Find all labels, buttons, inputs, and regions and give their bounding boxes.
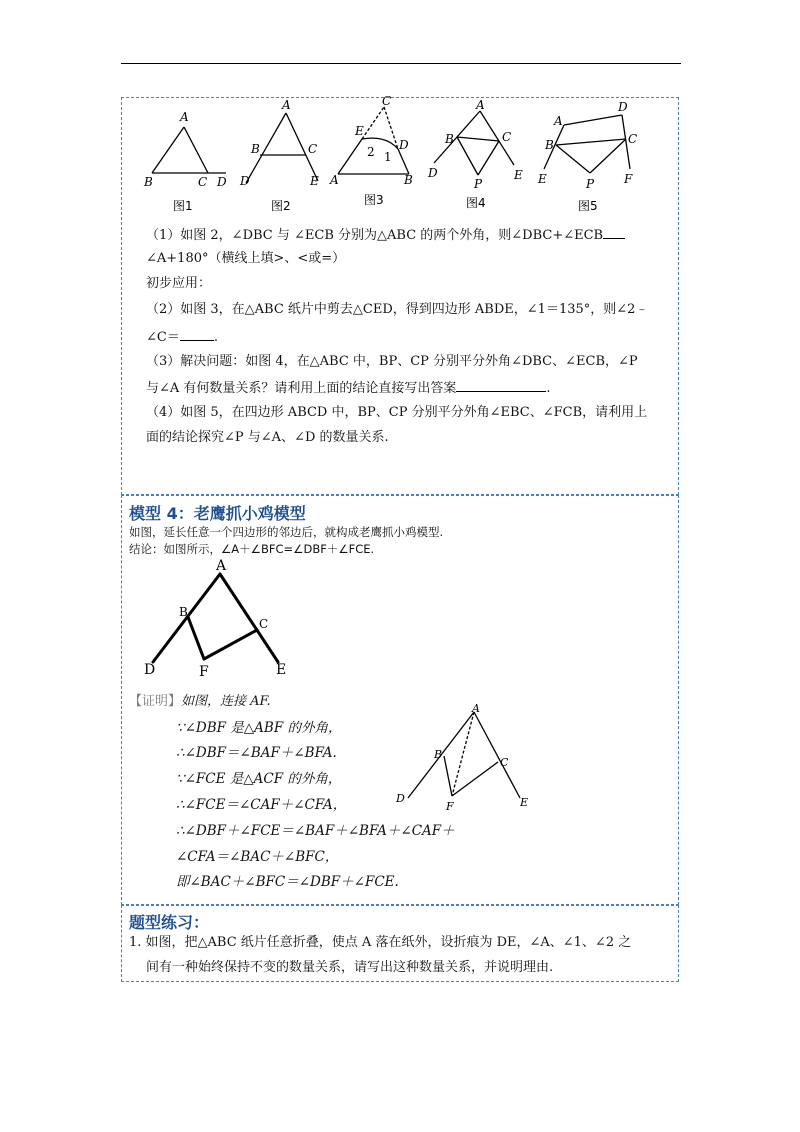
figure-5 (534, 97, 654, 217)
fig2-label-c: C (308, 142, 318, 156)
fig4-label-c: C (502, 130, 512, 144)
proof-label-d: D (396, 792, 405, 805)
model-label-e: E (276, 662, 287, 678)
proof-lead-line (129, 690, 271, 709)
model-label-c: C (259, 617, 269, 631)
proof-label-b: B (434, 748, 443, 761)
proof-label-a: A (472, 702, 480, 715)
practice-title: 题型练习： (129, 913, 210, 932)
fig4-label-e: E (514, 168, 523, 182)
fig4-label-d: D (428, 166, 438, 180)
question-4-line-2: 面的结论探究∠P 与∠A、∠D 的数量关系. (146, 430, 389, 445)
question-3-text: 与∠A 有何数量关系？请利用上面的结论直接写出答案 (146, 381, 457, 396)
fig2-label-a: A (282, 98, 291, 112)
fig2-caption: 图2 (271, 199, 291, 213)
fig3-label-c: C (382, 95, 392, 108)
figure-3 (326, 95, 422, 215)
fig5-label-c: C (628, 132, 638, 146)
model-label-b: B (179, 605, 188, 619)
fig1-label-d: D (217, 175, 227, 189)
figure-4 (426, 97, 530, 215)
fig4-label-a: A (476, 98, 485, 112)
question-1-line-2: ∠A+180°（横线上填>、<或=） (146, 251, 346, 266)
model-label-a: A (216, 558, 227, 574)
question-2-line-1: （2）如图 3，在△ABC 纸片中剪去△CED，得到四边形 ABDE，∠1＝135°，则∠2﹣ (146, 302, 649, 317)
model-conclusion: 结论：如图所示，∠A＋∠BFC=∠DBF＋∠FCE. (129, 542, 375, 556)
fig3-label-1: 1 (384, 150, 392, 164)
answer-blank-3 (456, 379, 546, 392)
answer-blank-1 (603, 226, 625, 239)
figure-2 (238, 97, 328, 217)
question-3-line-2 (146, 379, 551, 397)
fig1-caption: 图1 (173, 199, 193, 213)
section-intro: 初步应用： (146, 276, 212, 291)
fig1-label-c: C (198, 175, 208, 189)
question-2-line-2 (146, 328, 218, 346)
fig3-label-b: B (404, 173, 413, 187)
figure-1 (140, 105, 240, 217)
fig2-label-b: B (251, 142, 260, 156)
model-figure (140, 556, 300, 682)
proof-tag: 【证明】 (129, 694, 182, 709)
fig5-label-a: A (554, 114, 563, 128)
proof-lead: 如图，连接 AF. (181, 694, 271, 709)
fig2-label-e: E (310, 174, 319, 188)
fig3-label-d: D (399, 138, 409, 152)
page-header-rule (121, 63, 681, 64)
fig4-caption: 图4 (466, 196, 486, 210)
proof-line: ∠CFA＝∠BAC＋∠BFC， (176, 849, 339, 865)
fig4-label-p: P (474, 177, 483, 191)
model-description: 如图，延长任意一个四边形的邻边后，就构成老鹰抓小鸡模型. (129, 525, 444, 539)
proof-line: ∴∠DBF＋∠FCE＝∠BAF＋∠BFA＋∠CAF＋ (176, 823, 455, 839)
fig2-label-d: D (240, 174, 250, 188)
fig5-label-p: P (586, 177, 595, 191)
model-label-f: F (199, 664, 209, 680)
proof-label-e: E (520, 796, 529, 809)
fig5-caption: 图5 (578, 199, 598, 213)
fig5-label-e: E (538, 172, 547, 186)
question-1-text: （1）如图 2，∠DBC 与 ∠ECB 分别为△ABC 的两个外角，则∠DBC+∠ECB (146, 228, 604, 243)
fig1-label-a: A (180, 110, 189, 124)
answer-blank-2 (180, 328, 214, 341)
proof-figure (392, 700, 542, 812)
proof-line: 即∠BAC＋∠BFC＝∠DBF＋∠FCE. (176, 874, 399, 890)
model-label-d: D (144, 662, 156, 678)
question-3-period: . (546, 381, 551, 396)
fig1-label-b: B (144, 175, 153, 189)
question-1-line-1 (146, 226, 625, 244)
fig4-label-b: B (445, 132, 454, 146)
proof-label-c: C (500, 756, 509, 769)
question-2-period: . (213, 330, 218, 345)
proof-line: ∴∠FCE＝∠CAF＋∠CFA， (176, 797, 347, 813)
practice-question-1-line-1: 1. 如图，把△ABC 纸片任意折叠，使点 A 落在纸外，设折痕为 DE，∠A、∠1、∠2 之 (129, 935, 632, 950)
fig3-label-2: 2 (367, 145, 375, 159)
question-2-text: ∠C＝ (146, 330, 180, 345)
proof-line: ∵∠FCE 是△ACF 的外角， (176, 771, 342, 787)
proof-label-f: F (446, 800, 454, 812)
fig5-label-f: F (624, 172, 633, 186)
question-3-line-1: （3）解决问题：如图 4，在△ABC 中，BP、CP 分别平分外角∠DBC、∠ECB，∠P (146, 354, 638, 369)
question-4-line-1: （4）如图 5，在四边形 ABCD 中，BP、CP 分别平分外角∠EBC、∠FCB，请利用上 (146, 405, 648, 420)
practice-question-1-line-2: 间有一种始终保持不变的数量关系，请写出这种数量关系，并说明理由. (146, 960, 554, 975)
fig3-caption: 图3 (364, 193, 384, 207)
fig3-label-a: A (330, 173, 339, 187)
proof-line: ∴∠DBF＝∠BAF＋∠BFA. (176, 745, 337, 761)
model-title: 模型 4：老鹰抓小鸡模型 (129, 504, 306, 523)
fig3-label-e: E (355, 124, 364, 138)
proof-line: ∵∠DBF 是△ABF 的外角， (176, 720, 342, 736)
fig5-label-d: D (618, 100, 628, 114)
fig5-label-b: B (545, 138, 554, 152)
